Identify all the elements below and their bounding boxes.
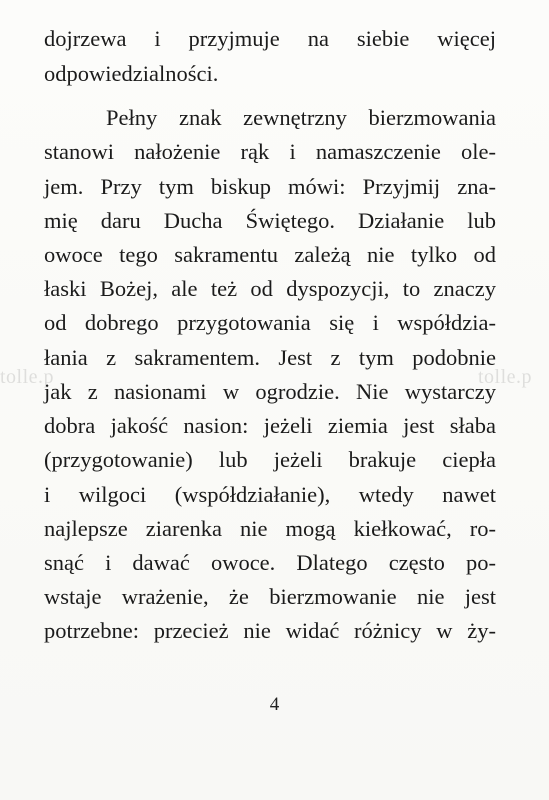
text-line-4: stanowi nałożenie rąk i namaszczenie ole- xyxy=(44,139,496,164)
text-line-10: łania z sakramentem. Jest z tym podobnie xyxy=(44,345,496,370)
text-line-5: jem. Przy tym biskup mówi: Przyjmij zna- xyxy=(44,174,496,199)
text-line-11: jak z nasionami w ogrodzie. Nie wystarczy xyxy=(44,379,496,404)
text-line-13: (przygotowanie) lub jeżeli brakuje ciepła xyxy=(44,447,496,472)
text-line-17: wstaje wrażenie, że bierzmowanie nie jest xyxy=(44,584,496,609)
text-line-14: i wilgoci (współdziałanie), wtedy nawet xyxy=(44,482,496,507)
text-line-6: mię daru Ducha Świętego. Działanie lub xyxy=(44,208,496,233)
text-line-7: owoce tego sakramentu zależą nie tylko od xyxy=(44,242,496,267)
text-line-2: odpowiedzialności. xyxy=(44,61,219,86)
text-line-1: dojrzewa i przyjmuje na siebie więcej xyxy=(44,26,496,51)
page-number: 4 xyxy=(269,694,280,715)
text-line-8: łaski Bożej, ale też od dyspozycji, to znaczy xyxy=(44,276,496,301)
text-line-16: snąć i dawać owoce. Dlatego często po- xyxy=(44,550,496,575)
watermark-right: tolle.p xyxy=(478,366,533,388)
text-line-3: Pełny znak zewnętrzny bierzmowania xyxy=(106,105,496,130)
watermark-left: tolle.p xyxy=(0,366,55,388)
text-line-12: dobra jakość nasion: jeżeli ziemia jest słaba xyxy=(44,413,496,438)
text-line-15: najlepsze ziarenka nie mogą kiełkować, ro- xyxy=(44,516,496,541)
text-line-9: od dobrego przygotowania się i współdzia- xyxy=(44,310,496,335)
text-line-18: potrzebne: przecież nie widać różnicy w ży- xyxy=(44,618,496,643)
